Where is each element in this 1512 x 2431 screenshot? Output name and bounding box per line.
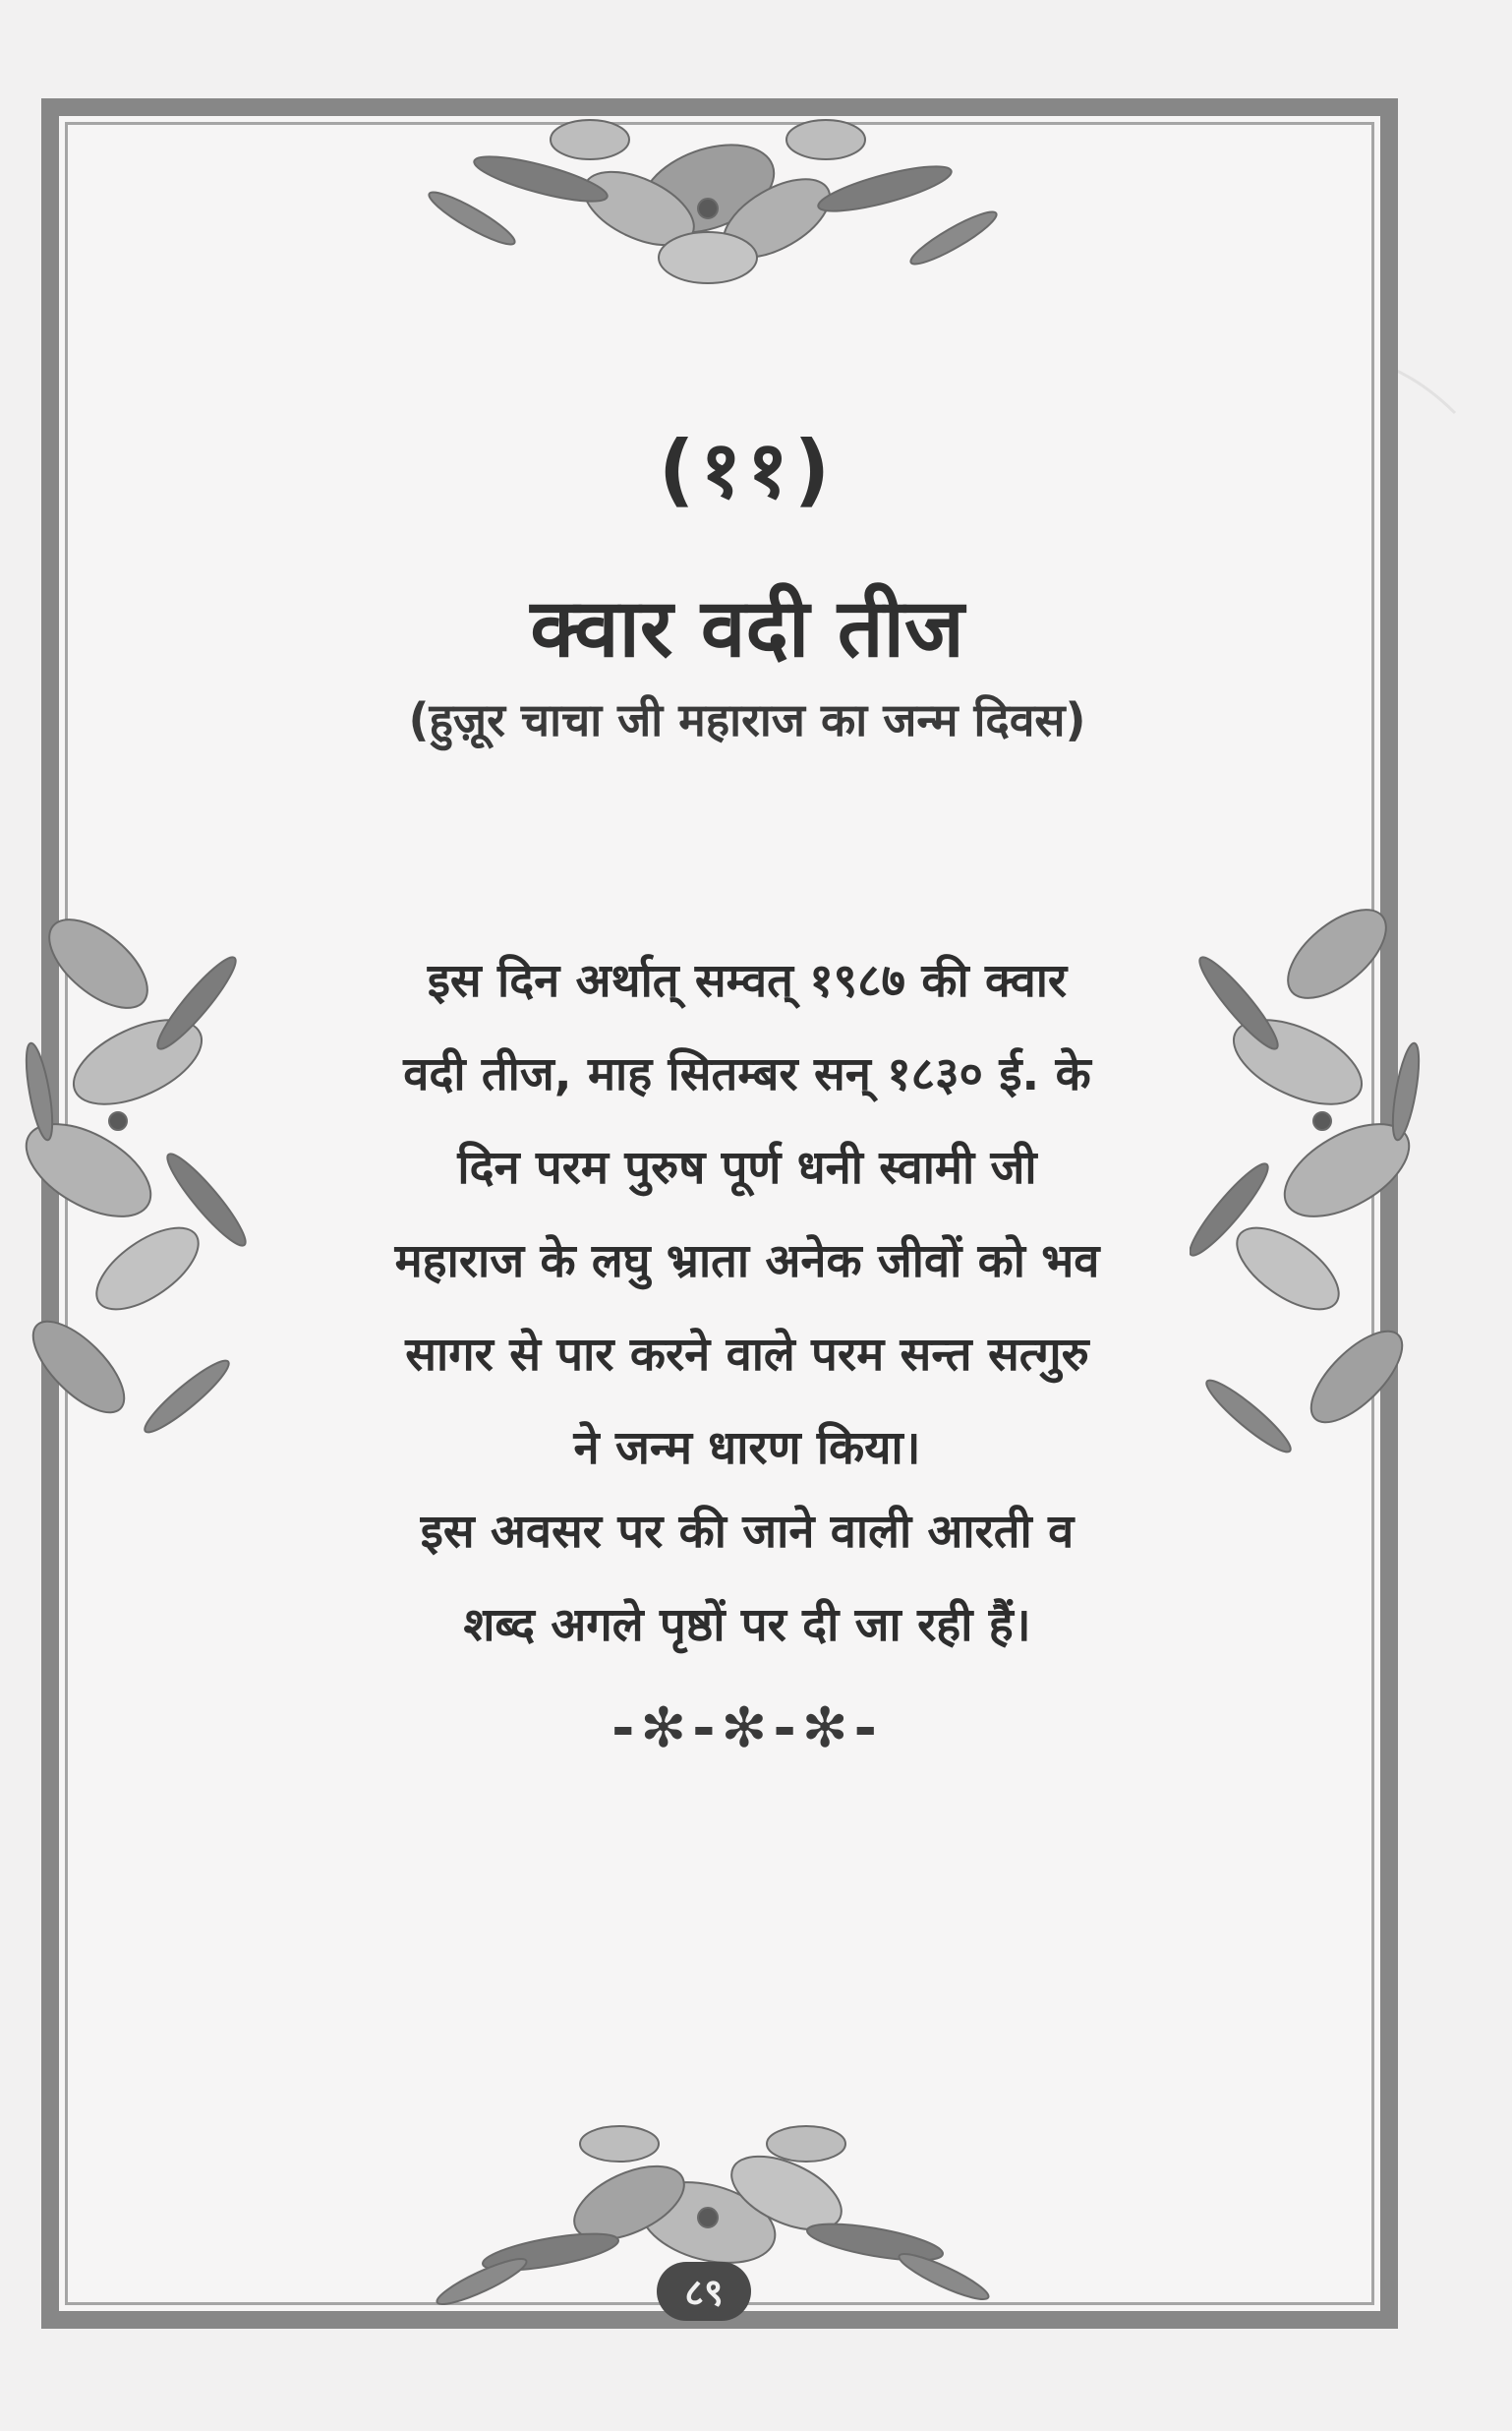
chapter-subtitle: (हुज़ूर चाचा जी महाराज का जन्म दिवस) — [408, 693, 1086, 746]
paragraph-line: महाराज के लघु भ्राता अनेक जीवों को भव — [394, 1234, 1100, 1288]
page-number: ८९ — [684, 2271, 724, 2314]
paragraph-line: दिन परम पुरुष पूर्ण धनी स्वामी जी — [457, 1141, 1037, 1195]
floral-side-right-icon — [1190, 846, 1445, 1495]
floral-side-left-icon — [0, 846, 265, 1495]
paragraph-line: सागर से पार करने वाले परम सन्त सत्गुरु — [405, 1328, 1089, 1382]
section-divider: -✻-✻-✻- — [611, 1696, 883, 1760]
chapter-number: (११) — [658, 424, 837, 515]
paragraph-2 — [275, 1485, 1219, 1672]
paragraph-line: ने जन्म धारण किया। — [573, 1421, 921, 1475]
floral-corner-top-icon — [393, 81, 1022, 336]
paragraph-line: इस दिन अर्थात् सम्वत् १९८७ की क्वार — [427, 954, 1068, 1008]
paragraph-line: इस अवसर पर की जाने वाली आरती व — [420, 1505, 1075, 1559]
page-number-badge — [657, 2262, 751, 2321]
paragraph-line: वदी तीज, माह सितम्बर सन् १८३० ई. के — [403, 1047, 1091, 1101]
chapter-title: क्वार वदी तीज — [530, 582, 964, 676]
paragraph-line: शब्द अगले पृष्ठों पर दी जा रही हैं। — [463, 1598, 1031, 1652]
paragraph-1 — [275, 934, 1219, 1495]
